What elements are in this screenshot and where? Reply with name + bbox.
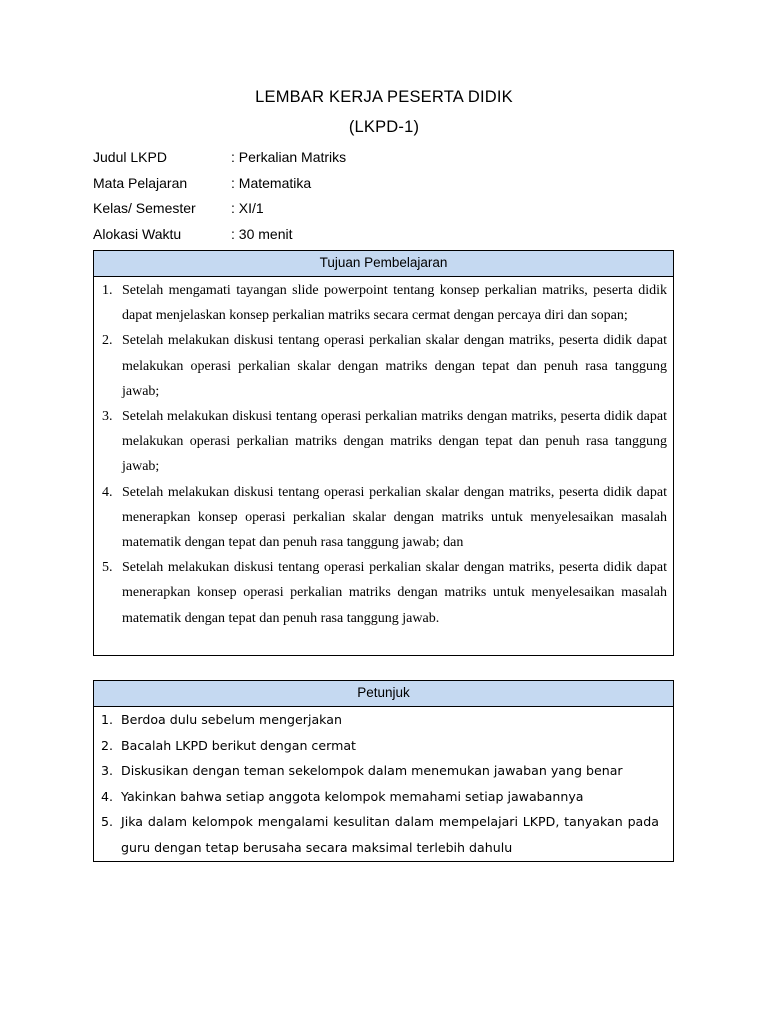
meta-value: : Matematika xyxy=(231,174,312,191)
item-text: Setelah melakukan diskusi tentang operasi perkalian skalar dengan matriks, peserta didik dapat menerapkan konsep operasi perkalian matriks dengan matriks untuk menyelesaikan masalah matematik dengan tepat dan penuh rasa tanggung jawab. xyxy=(122,560,667,626)
item-number: 3. xyxy=(101,763,114,779)
meta-label: Mata Pelajaran xyxy=(93,174,188,191)
item-text: Berdoa dulu sebelum mengerjakan xyxy=(121,712,342,727)
item-text: Yakinkan bahwa setiap anggota kelompok memahami setiap jawabannya xyxy=(121,788,584,804)
item-number: 1. xyxy=(102,283,113,298)
item-number: 1. xyxy=(101,712,114,727)
petunjuk-heading: Petunjuk xyxy=(94,681,673,707)
tujuan-pembelajaran-box xyxy=(93,250,674,656)
meta-label: Judul LKPD xyxy=(93,149,167,165)
list-item xyxy=(102,404,673,480)
item-number: 5. xyxy=(101,814,114,830)
meta-value: : XI/1 xyxy=(231,200,264,216)
item-number: 3. xyxy=(102,409,113,425)
item-text: Setelah melakukan diskusi tentang operasi perkalian matriks dengan matriks, peserta didik dapat melakukan operasi perkalian matriks dengan matriks dengan tepat dan penuh rasa tanggung jawab; xyxy=(122,409,667,475)
document-title: LEMBAR KERJA PESERTA DIDIK xyxy=(255,88,513,106)
list-item xyxy=(101,707,673,733)
item-text: Setelah melakukan diskusi tentang operasi perkalian skalar dengan matriks, peserta didik dapat menerapkan konsep operasi perkalian skalar dengan matriks untuk menyelesaikan masalah matematik dengan tepat dan penuh rasa tanggung jawab; dan xyxy=(122,484,667,551)
list-item xyxy=(101,809,673,860)
tujuan-heading: Tujuan Pembelajaran xyxy=(94,251,673,277)
item-text: Diskusikan dengan teman sekelompok dalam menemukan jawaban yang benar xyxy=(121,763,623,779)
meta-label: Kelas/ Semester xyxy=(93,200,196,216)
item-number: 4. xyxy=(101,788,114,804)
item-text: Jika dalam kelompok mengalami kesulitan dalam mempelajari LKPD, tanyakan pada guru dengan tetap berusaha secara maksimal terlebih dahulu xyxy=(121,814,659,855)
list-item xyxy=(102,278,673,328)
meta-label: Alokasi Waktu xyxy=(93,225,182,242)
item-text: Setelah mengamati tayangan slide powerpoint tentang konsep perkalian matriks, peserta didik dapat menjelaskan konsep perkalian matriks secara cermat dengan percaya diri dan sopan; xyxy=(122,283,667,324)
list-item xyxy=(102,555,673,631)
petunjuk-box xyxy=(93,680,674,862)
item-text: Bacalah LKPD berikut dengan cermat xyxy=(121,737,356,753)
list-item xyxy=(102,328,673,404)
petunjuk-list xyxy=(94,707,673,861)
meta-value: : Perkalian Matriks xyxy=(231,149,347,165)
document-subtitle: (LKPD-1) xyxy=(348,118,420,136)
list-item xyxy=(101,784,673,810)
tujuan-list xyxy=(94,278,673,631)
list-item xyxy=(101,733,673,759)
item-number: 4. xyxy=(102,484,113,500)
item-number: 2. xyxy=(101,737,114,753)
meta-value: : 30 menit xyxy=(231,225,293,242)
item-number: 5. xyxy=(102,560,113,576)
list-item xyxy=(102,480,673,556)
item-text: Setelah melakukan diskusi tentang operasi perkalian skalar dengan matriks, peserta didik dapat melakukan operasi perkalian skalar dengan matriks dengan tepat dan penuh rasa tanggung jawab; xyxy=(122,333,667,399)
list-item xyxy=(101,758,673,784)
item-number: 2. xyxy=(102,333,113,349)
